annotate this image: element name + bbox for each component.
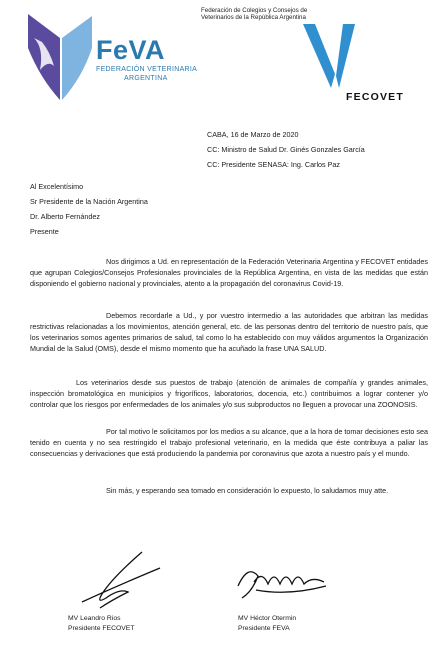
letter-date: CABA, 16 de Marzo de 2020 bbox=[207, 130, 299, 139]
signer-right-name: MV Héctor Otermin bbox=[238, 615, 297, 622]
recipient-line-4: Presente bbox=[30, 227, 59, 236]
recipient-line-3: Dr. Alberto Fernández bbox=[30, 212, 100, 221]
recipient-line-2: Sr Presidente de la Nación Argentina bbox=[30, 197, 148, 206]
body-paragraph-4-text: Por tal motivo le solicitamos por los medios a su alcance, que a la hora de tomar decisiones esto sea tenido en cuenta y no sea restringido el trabajo profesional veterinario, en la medida que éste contribuya a paliar las consecuencias y derivaciones que está produciendo la pandemia por coronavirus que azota a nuestro país y el mundo. bbox=[30, 427, 428, 458]
body-paragraph-2-text: Debemos recordarle a Ud., y por vuestro intermedio a las autoridades que arbitran las medidas restrictivas relacionadas a los movimientos, atención general, etc. de las personas dentro del territorio de nuestro país, que los veterinarios somos agentes primarios de salud, tal como lo ha establecido con muy válidos argumentos la Organización Mundial de la Salud (OMS), desde el mismo momento que ha acuñado la frase UNA SALUD. bbox=[30, 311, 428, 353]
signer-left-name: MV Leandro Rios bbox=[68, 615, 121, 622]
feva-wordmark: FeVA bbox=[96, 35, 166, 65]
body-paragraph-1-text: Nos dirigimos a Ud. en representación de la Federación Veterinaria Argentina y FECOVET entidades que agrupan Colegios/Consejos Profesionales provinciales de la República Argentina, en vista de las medidas que están disponiendo el gobierno nacional y provinciales, atento a la propagación del coronavirus Covid-19. bbox=[30, 257, 428, 288]
signature-block-left bbox=[68, 614, 134, 634]
feva-subtitle bbox=[96, 66, 197, 83]
fecovet-logo-mark bbox=[303, 24, 361, 88]
signature-block-right bbox=[238, 614, 296, 634]
recipient-line-1: Al Excelentísimo bbox=[30, 182, 84, 191]
fecovet-header-line2: Veterinarios de la República Argentina bbox=[201, 14, 306, 22]
body-paragraph-2 bbox=[30, 310, 428, 354]
signature-left bbox=[72, 548, 167, 610]
signer-right-title: Presidente FEVA bbox=[238, 625, 290, 632]
feva-logo-mark bbox=[20, 8, 98, 100]
body-paragraph-4 bbox=[30, 426, 428, 459]
fecovet-header-text bbox=[201, 7, 307, 21]
body-paragraph-3 bbox=[30, 377, 428, 410]
fecovet-header-line1: Federación de Colegios y Consejos de bbox=[201, 7, 308, 14]
body-paragraph-5-text: Sin más, y esperando sea tomado en consideración lo expuesto, lo saludamos muy atte. bbox=[106, 486, 389, 495]
feva-subtitle-line1: FEDERACIÓN VETERINARIA bbox=[96, 66, 198, 73]
signature-right bbox=[228, 556, 328, 606]
fecovet-wordmark: FECOVET bbox=[346, 91, 404, 103]
cc-line-2: CC: Presidente SENASA: Ing. Carlos Paz bbox=[207, 160, 341, 169]
body-paragraph-5 bbox=[30, 485, 428, 496]
cc-line-1: CC: Ministro de Salud Dr. Ginés Gonzales García bbox=[207, 145, 365, 154]
body-paragraph-3-text: Los veterinarios desde sus puestos de trabajo (atención de animales de compañía y grandes animales, inspección bromatológica en municipios y frigoríficos, laboratorios, docencia, etc.) contribuimos a lograr contener y/o controlar que los riesgos por enfermedades de los animales y/o sus subproductos no lleguen a provocar una ZOONOSIS. bbox=[30, 378, 428, 409]
signer-left-title: Presidente FECOVET bbox=[68, 625, 135, 632]
body-paragraph-1 bbox=[30, 256, 428, 289]
feva-subtitle-line2: ARGENTINA bbox=[124, 74, 168, 82]
